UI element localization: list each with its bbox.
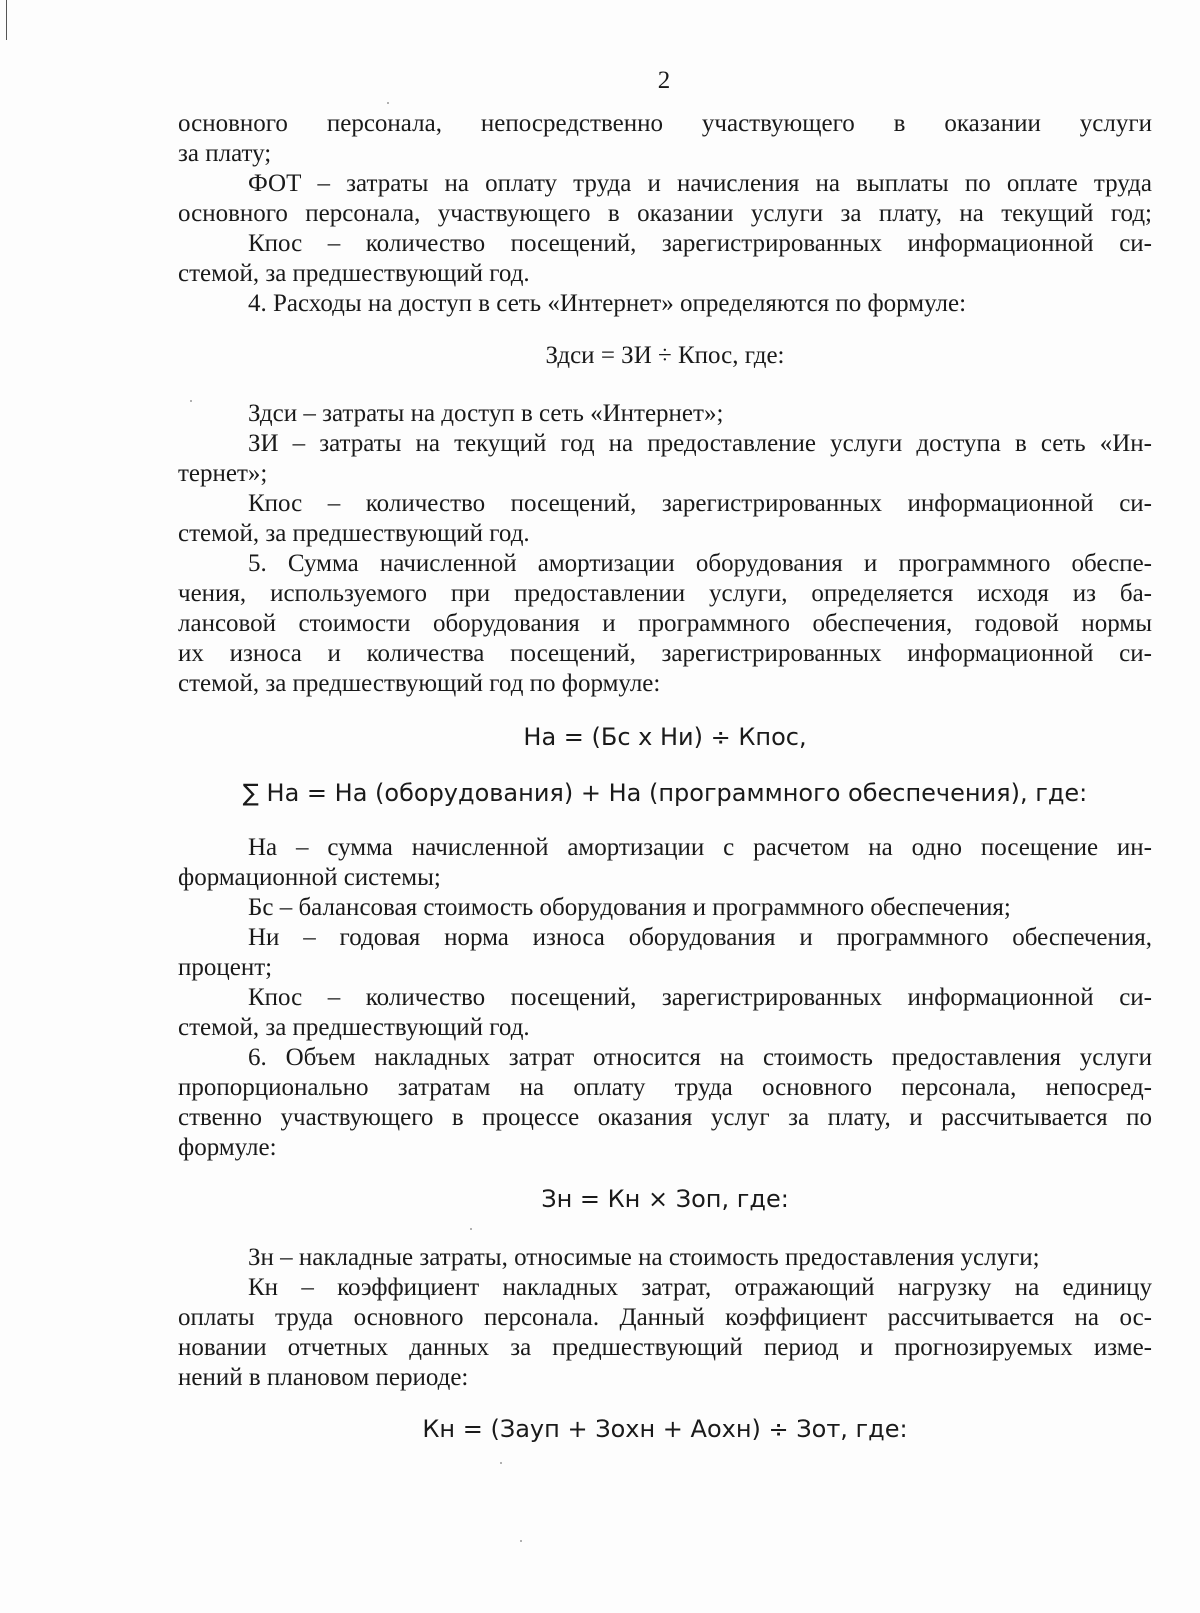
scan-speck — [500, 1462, 502, 1464]
text-line: Кпос – количество посещений, зарегистрированных информационной си- — [248, 230, 1152, 257]
text-line: ЗИ – затраты на текущий год на предоставление услуги доступа в сеть «Ин- — [248, 430, 1152, 457]
text-line: Ни – годовая норма износа оборудования и программного обеспечения, — [248, 924, 1152, 951]
text-line: основного персонала, непосредственно участвующего в оказании услуги — [178, 110, 1152, 137]
scan-speck — [470, 1228, 472, 1230]
text-line: процент; — [178, 954, 273, 981]
text-line: за плату; — [178, 140, 272, 167]
text-line: ФОТ – затраты на оплату труда и начисления на выплаты по оплате труда — [248, 170, 1152, 197]
text-line: стемой, за предшествующий год. — [178, 260, 530, 287]
formula-kn: Кн = (Зауп + Зохн + Аохн) ÷ Зот, где: — [422, 1415, 908, 1443]
text-line: стемой, за предшествующий год по формуле: — [178, 670, 661, 697]
text-line: На – сумма начисленной амортизации с расчетом на одно посещение ин- — [248, 834, 1152, 861]
text-line: нений в плановом периоде: — [178, 1364, 469, 1391]
text-line: Зн – накладные затраты, относимые на стоимость предоставления услуги; — [248, 1244, 1040, 1271]
text-line: формационной системы; — [178, 864, 441, 891]
text-line: Кн – коэффициент накладных затрат, отражающий нагрузку на единицу — [248, 1274, 1152, 1301]
text-line: чения, используемого при предоставлении услуги, определяется исходя из ба- — [178, 580, 1152, 607]
formula-zdsi: Здси = ЗИ ÷ Кпос, где: — [545, 342, 785, 369]
formula-sum-na: ∑ На = На (оборудования) + На (программного обеспечения), где: — [242, 779, 1088, 807]
text-line: пропорционально затратам на оплату труда основного персонала, непосред- — [178, 1074, 1152, 1101]
scan-edge-line — [6, 0, 7, 40]
formula-zn: Зн = Кн × Зоп, где: — [541, 1185, 789, 1213]
text-line: основного персонала, участвующего в оказании услуги за плату, на текущий год; — [178, 200, 1152, 227]
text-line: Кпос – количество посещений, зарегистрированных информационной си- — [248, 984, 1152, 1011]
text-line: лансовой стоимости оборудования и программного обеспечения, годовой нормы — [178, 610, 1152, 637]
text-line: 4. Расходы на доступ в сеть «Интернет» определяются по формуле: — [248, 290, 967, 317]
text-line: оплаты труда основного персонала. Данный коэффициент рассчитывается на ос- — [178, 1304, 1152, 1331]
text-line: Здси – затраты на доступ в сеть «Интернет»; — [248, 400, 724, 427]
scan-speck — [387, 102, 389, 104]
scan-speck — [190, 400, 192, 402]
text-line: формуле: — [178, 1134, 277, 1161]
text-line: тернет»; — [178, 460, 268, 487]
text-line: 5. Сумма начисленной амортизации оборудования и программного обеспе- — [248, 550, 1152, 577]
text-line: новании отчетных данных за предшествующий период и прогнозируемых изме- — [178, 1334, 1152, 1361]
text-line: стемой, за предшествующий год. — [178, 1014, 530, 1041]
text-line: Бс – балансовая стоимость оборудования и программного обеспечения; — [248, 894, 1011, 921]
formula-na: На = (Бс х Ни) ÷ Кпос, — [523, 723, 807, 751]
text-line: ственно участвующего в процессе оказания услуг за плату, и рассчитывается по — [178, 1104, 1152, 1131]
text-line: 6. Объем накладных затрат относится на стоимость предоставления услуги — [248, 1044, 1152, 1071]
text-line: их износа и количества посещений, зарегистрированных информационной си- — [178, 640, 1152, 667]
page-number: 2 — [657, 67, 671, 94]
text-line: стемой, за предшествующий год. — [178, 520, 530, 547]
scan-speck — [520, 1540, 522, 1542]
text-line: Кпос – количество посещений, зарегистрированных информационной си- — [248, 490, 1152, 517]
